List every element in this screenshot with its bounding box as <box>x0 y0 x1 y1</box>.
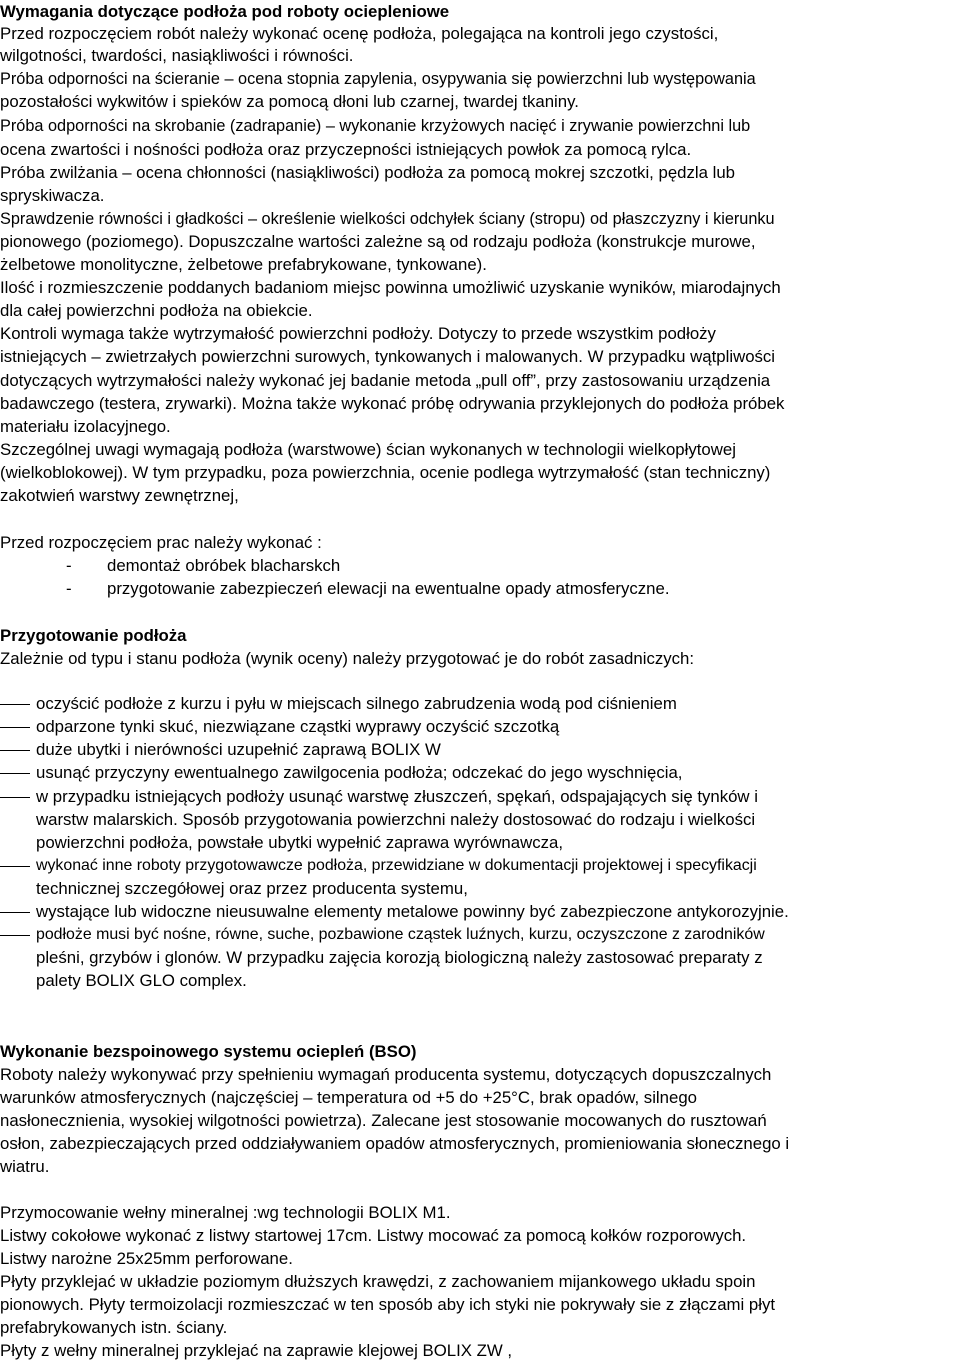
list-item <box>0 924 960 992</box>
section-heading-bso-execution: Wykonanie bezspoinowego systemu ociepleń (BSO) <box>0 1042 417 1061</box>
paragraph-line: osłon, zabezpieczających przed oddziaływaniem opadów atmosferycznych, promieniowania słonecznego i <box>0 1134 790 1153</box>
dash-bullet <box>0 912 30 913</box>
list-item-text: palety BOLIX GLO complex. <box>36 971 247 990</box>
list-item-text: powierzchni podłoża, powstałe ubytki wypełnić zaprawa wyrównawcza, <box>36 833 563 852</box>
paragraph-line: Płyty przyklejać w układzie poziomym dłuższych krawędzi, z zachowaniem mijankowego układu spoin <box>0 1272 756 1291</box>
dash-bullet <box>0 704 30 705</box>
list-item <box>0 739 960 761</box>
dash-bullet <box>0 773 30 774</box>
paragraph-line: Roboty należy wykonywać przy spełnieniu wymagań producenta systemu, dotyczących dopuszczalnych <box>0 1065 772 1084</box>
paragraph-line: Próba odporności na ścieranie – ocena stopnia zapylenia, osypywania się powierzchni lub występowania <box>0 70 756 88</box>
list-item-text: przygotowanie zabezpieczeń elewacji na ewentualne opady atmosferyczne. <box>107 579 670 598</box>
paragraph-line: Próba odporności na skrobanie (zadrapanie) – wykonanie krzyżowych nacięć i zrywanie powierzchni lub <box>0 117 751 135</box>
paragraph-line: pionowych. Płyty termoizolacji rozmieszczać w ten sposób aby ich styki nie pokrywały sie z złączami płyt <box>0 1295 776 1314</box>
paragraph-line: Płyty z wełny mineralnej przyklejać na zaprawie klejowej BOLIX ZW , <box>0 1341 513 1360</box>
paragraph-line: istniejących – zwietrzałych powierzchni surowych, tynkowanych i malowanych. W przypadku wątpliwości <box>0 347 776 366</box>
list-item-text: odparzone tynki skuć, niezwiązane cząstki wyprawy oczyścić szczotką <box>36 717 560 736</box>
paragraph-line: materiału izolacyjnego. <box>0 417 171 436</box>
paragraph-line: pozostałości wykwitów i spieków za pomocą dłoni lub czarnej, twardej tkaniny. <box>0 92 579 111</box>
dash-bullet <box>0 935 30 936</box>
list-item-text: wykonać inne roboty przygotowawcze podłoża, przewidziane w dokumentacji projektowej i specyfikacji <box>36 857 757 874</box>
paragraph-line: Kontroli wymaga także wytrzymałość powierzchni podłoży. Dotyczy to przede wszystkim podłoży <box>0 324 716 343</box>
list-item <box>0 762 960 784</box>
dash-bullet <box>0 727 30 728</box>
paragraph-line: badawczego (testera, zrywarki). Można także wykonać próbę odrywania przyklejonych do podłoża próbek <box>0 394 785 413</box>
paragraph-line: wiatru. <box>0 1157 50 1176</box>
paragraph-line: Sprawdzenie równości i gładkości – określenie wielkości odchyłek ściany (stropu) od płaszczyzny i kierunku <box>0 210 775 228</box>
list-item <box>0 716 960 738</box>
list-item <box>0 855 960 901</box>
list-item-text: warstw malarskich. Sposób przygotowania powierzchni należy dostosować do rodzaju i wielkości <box>36 810 756 829</box>
list-item-text: podłoże musi być nośne, równe, suche, pozbawione cząstek luźnych, kurzu, oczyszczone z zarodników <box>36 926 765 943</box>
paragraph-line: Listwy narożne 25x25mm perforowane. <box>0 1249 293 1268</box>
list-item-text: oczyścić podłoże z kurzu i pyłu w miejscach silnego zabrudzenia wodą pod ciśnieniem <box>36 694 677 713</box>
section-heading-substrate-preparation: Przygotowanie podłoża <box>0 626 187 645</box>
paragraph-line: warunków atmosferycznych (najczęściej – temperatura od +5 do +25°C, brak opadów, silnego <box>0 1088 697 1107</box>
list-item-text: pleśni, grzybów i glonów. W przypadku zajęcia korozją biologiczną należy zastosować preparaty z <box>36 948 763 967</box>
section-heading-substrate-requirements: Wymagania dotyczące podłoża pod roboty ociepleniowe <box>0 2 450 21</box>
list-item-text: demontaż obróbek blacharskch <box>107 556 341 575</box>
paragraph-line: Ilość i rozmieszczenie poddanych badaniom miejsc powinna umożliwić uzyskanie wyników, miarodajnych <box>0 278 781 297</box>
dash-bullet <box>0 797 30 798</box>
paragraph-line: Szczególnej uwagi wymagają podłoża (warstwowe) ścian wykonanych w technologii wielkopłytowej <box>0 440 736 459</box>
paragraph-line: Przed rozpoczęciem robót należy wykonać ocenę podłoża, polegająca na kontroli jego czystości, <box>0 24 719 43</box>
pre-work-intro: Przed rozpoczęciem prac należy wykonać : <box>0 533 322 552</box>
list-item-text: usunąć przyczyny ewentualnego zawilgocenia podłoża; odczekać do jego wyschnięcia, <box>36 763 683 782</box>
hyphen-bullet: - <box>66 556 72 575</box>
paragraph-line: zakotwień warstwy zewnętrznej, <box>0 486 239 505</box>
paragraph-line: (wielkoblokowej). W tym przypadku, poza powierzchnia, ocenie podlega wytrzymałość (stan techniczny) <box>0 463 771 482</box>
paragraph-line: Próba zwilżania – ocena chłonności (nasiąkliwości) podłoża za pomocą mokrej szczotki, pędzla lub <box>0 163 736 182</box>
list-item <box>0 693 960 715</box>
hyphen-bullet: - <box>66 579 72 598</box>
paragraph-line: żelbetowe monolityczne, żelbetowe prefabrykowane, tynkowane). <box>0 255 487 274</box>
paragraph-line: spryskiwacza. <box>0 186 105 205</box>
paragraph-line: wilgotności, twardości, nasiąkliwości i równości. <box>0 46 354 65</box>
paragraph-line: prefabrykowanych istn. ściany. <box>0 1318 228 1337</box>
list-item <box>0 578 960 600</box>
paragraph-line: nasłonecznienia, wysokiej wilgotności powietrza). Zalecane jest stosowanie mocowanych do rusztowań <box>0 1111 767 1130</box>
dash-bullet <box>0 866 30 867</box>
paragraph-line: Przymocowanie wełny mineralnej :wg technologii BOLIX M1. <box>0 1203 451 1222</box>
list-item-text: wystające lub widoczne nieusuwalne elementy metalowe powinny być zabezpieczone antykorozyjnie. <box>36 902 789 921</box>
paragraph-line: Listwy cokołowe wykonać z listwy startowej 17cm. Listwy mocować za pomocą kołków rozporowych. <box>0 1226 747 1245</box>
list-item-text: duże ubytki i nierówności uzupełnić zaprawą BOLIX W <box>36 740 441 759</box>
paragraph-line: ocena zwartości i nośności podłoża oraz przyczepności istniejących powłok za pomocą rylca. <box>0 140 692 159</box>
paragraph-line: dla całej powierzchni podłoża na obiekcie. <box>0 301 313 320</box>
dash-bullet <box>0 750 30 751</box>
paragraph-line: dotyczących wytrzymałości należy wykonać jej badanie metoda „pull off”, przy zastosowaniu urządzenia <box>0 371 771 390</box>
list-item <box>0 555 960 577</box>
list-item <box>0 901 960 923</box>
list-item-text: technicznej szczegółowej oraz przez producenta systemu, <box>36 879 468 898</box>
list-item-text: w przypadku istniejących podłoży usunąć warstwę złuszczeń, spękań, odspajających się tynków i <box>36 787 758 806</box>
paragraph-line: pionowego (poziomego). Dopuszczalne wartości zależne są od rodzaju podłoża (konstrukcje murowe, <box>0 232 756 251</box>
list-item <box>0 786 960 854</box>
paragraph-line: Zależnie od typu i stanu podłoża (wynik oceny) należy przygotować je do robót zasadniczych: <box>0 649 694 668</box>
